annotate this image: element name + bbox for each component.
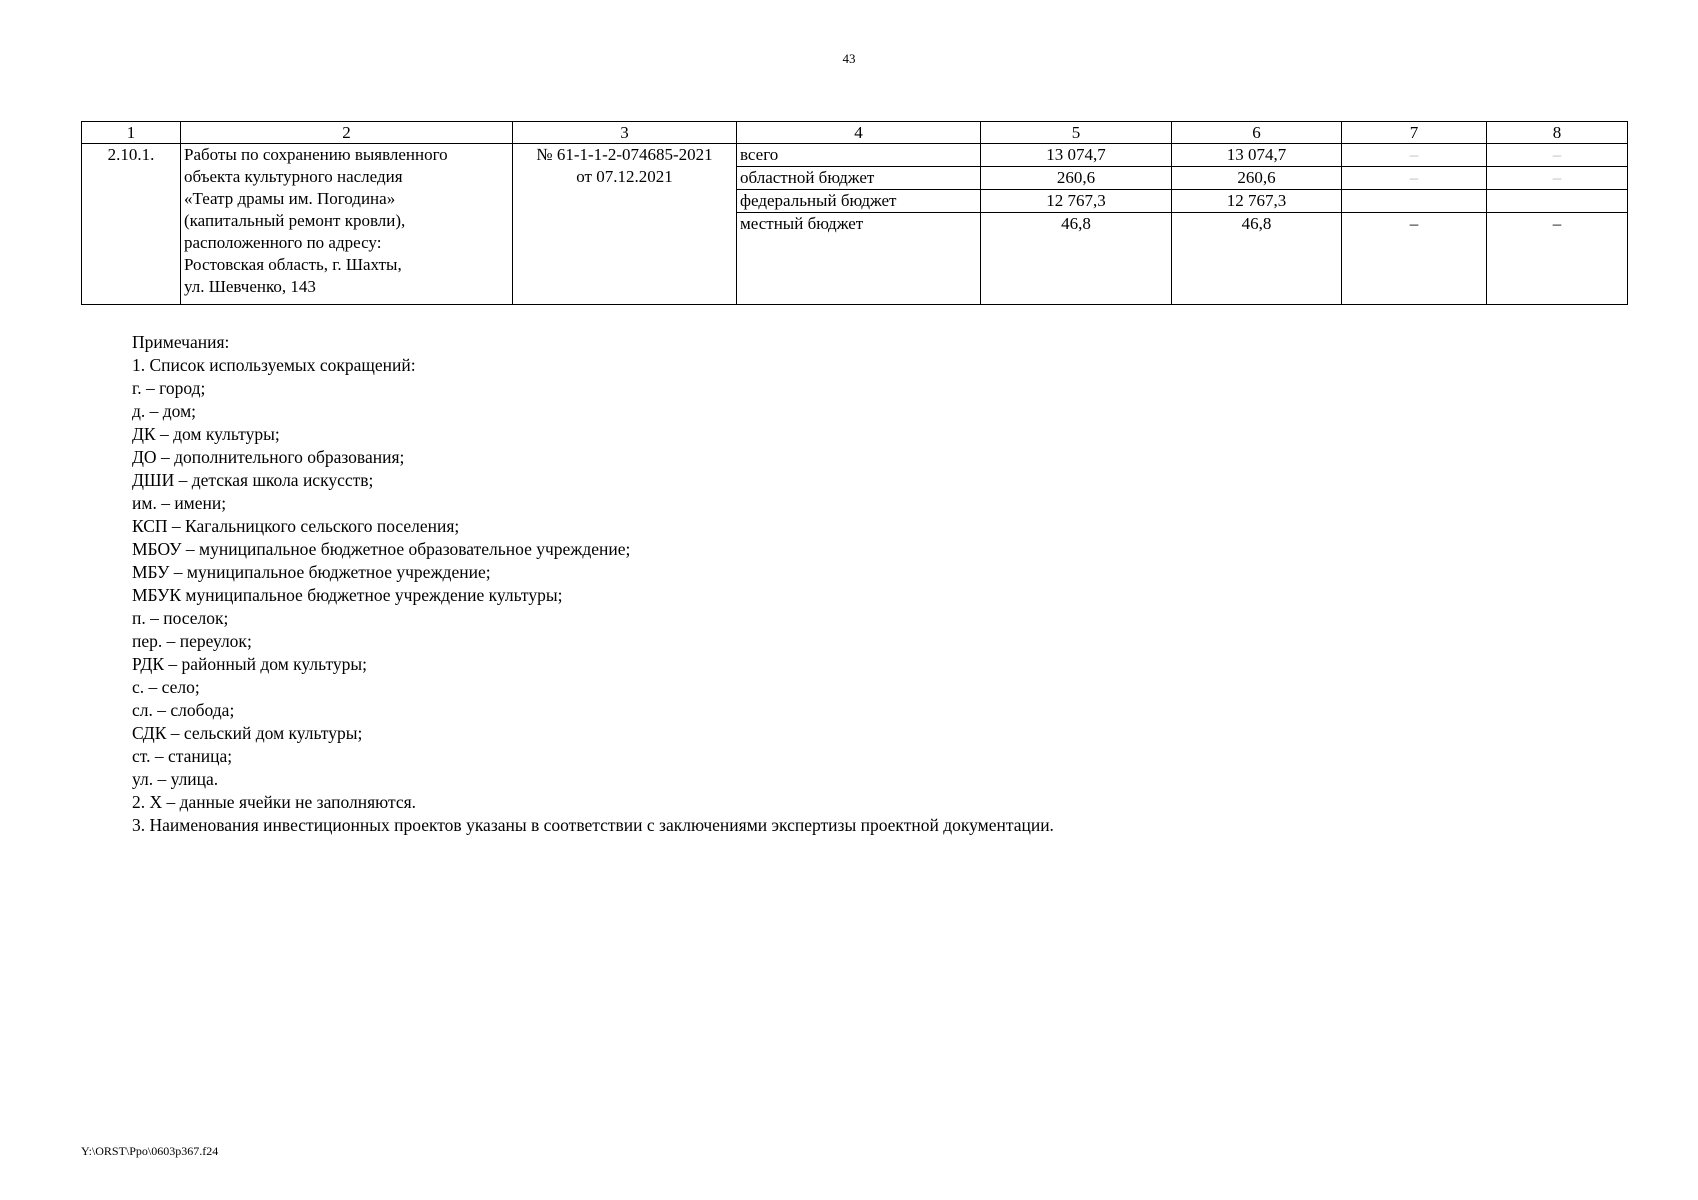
- header-cell: 8: [1487, 122, 1628, 144]
- project-name-line: расположенного по адресу:: [184, 233, 382, 252]
- notes-line: г. – город;: [132, 378, 206, 398]
- value-col6: 46,8: [1172, 213, 1342, 305]
- notes-line: сл. – слобода;: [132, 700, 235, 720]
- value-col7: [1342, 190, 1487, 213]
- funding-source: местный бюджет: [737, 213, 981, 305]
- value-col8: –: [1487, 213, 1628, 305]
- value-col5: 12 767,3: [981, 190, 1172, 213]
- value-col7: –: [1342, 167, 1487, 190]
- value-col7: –: [1342, 144, 1487, 167]
- notes-line: СДК – сельский дом культуры;: [132, 723, 363, 743]
- page-number: 43: [842, 51, 856, 66]
- funding-source: областной бюджет: [737, 167, 981, 190]
- header-cell: 3: [513, 122, 737, 144]
- expertise-number: № 61-1-1-2-074685-2021: [536, 145, 713, 164]
- row-number: 2.10.1.: [82, 144, 181, 305]
- value-col5: 46,8: [981, 213, 1172, 305]
- project-name-line: объекта культурного наследия: [184, 167, 403, 186]
- notes-line: 2. Х – данные ячейки не заполняются.: [132, 792, 417, 812]
- notes-line: МБУ – муниципальное бюджетное учреждение;: [132, 562, 491, 582]
- header-cell: 2: [181, 122, 513, 144]
- project-name-line: Работы по сохранению выявленного: [184, 145, 448, 164]
- expertise-date: от 07.12.2021: [576, 167, 673, 186]
- notes-line: п. – поселок;: [132, 608, 229, 628]
- notes-heading: Примечания:: [132, 332, 230, 352]
- value-col8: –: [1487, 167, 1628, 190]
- project-name-line: (капитальный ремонт кровли),: [184, 211, 406, 230]
- value-col7: –: [1342, 213, 1487, 305]
- value-col8: –: [1487, 144, 1628, 167]
- funding-source: федеральный бюджет: [737, 190, 981, 213]
- notes-line: ст. – станица;: [132, 746, 233, 766]
- value-col6: 12 767,3: [1172, 190, 1342, 213]
- header-cell: 7: [1342, 122, 1487, 144]
- notes-line: МБОУ – муниципальное бюджетное образовательное учреждение;: [132, 539, 631, 559]
- footer-file-path: Y:\ORST\Ppo\0603p367.f24: [81, 1144, 219, 1158]
- value-col6: 260,6: [1172, 167, 1342, 190]
- notes-line: ДК – дом культуры;: [132, 424, 280, 444]
- notes-line: 3. Наименования инвестиционных проектов указаны в соответствии с заключениями экспертизы проектной документации.: [132, 815, 1054, 835]
- notes-section: [132, 331, 1054, 837]
- project-name-cell: [181, 144, 513, 305]
- notes-line: МБУК муниципальное бюджетное учреждение культуры;: [132, 585, 563, 605]
- notes-line: пер. – переулок;: [132, 631, 252, 651]
- notes-line: ул. – улица.: [132, 769, 219, 789]
- table-row: [82, 144, 1628, 167]
- table-header-row: [82, 122, 1628, 144]
- investment-table: [81, 121, 1628, 305]
- funding-source: всего: [737, 144, 981, 167]
- value-col5: 260,6: [981, 167, 1172, 190]
- notes-line: им. – имени;: [132, 493, 227, 513]
- value-col5: 13 074,7: [981, 144, 1172, 167]
- project-name-line: «Театр драмы им. Погодина»: [184, 189, 396, 208]
- notes-line: 1. Список используемых сокращений:: [132, 355, 416, 375]
- notes-line: КСП – Кагальницкого сельского поселения;: [132, 516, 460, 536]
- notes-line: с. – село;: [132, 677, 200, 697]
- header-cell: 1: [82, 122, 181, 144]
- notes-line: д. – дом;: [132, 401, 197, 421]
- expertise-conclusion-cell: [513, 144, 737, 305]
- value-col6: 13 074,7: [1172, 144, 1342, 167]
- notes-line: ДО – дополнительного образования;: [132, 447, 405, 467]
- project-name-line: Ростовская область, г. Шахты,: [184, 255, 402, 274]
- project-name-line: ул. Шевченко, 143: [184, 277, 316, 296]
- notes-line: ДШИ – детская школа искусств;: [132, 470, 374, 490]
- header-cell: 4: [737, 122, 981, 144]
- notes-line: РДК – районный дом культуры;: [132, 654, 367, 674]
- header-cell: 6: [1172, 122, 1342, 144]
- value-col8: [1487, 190, 1628, 213]
- header-cell: 5: [981, 122, 1172, 144]
